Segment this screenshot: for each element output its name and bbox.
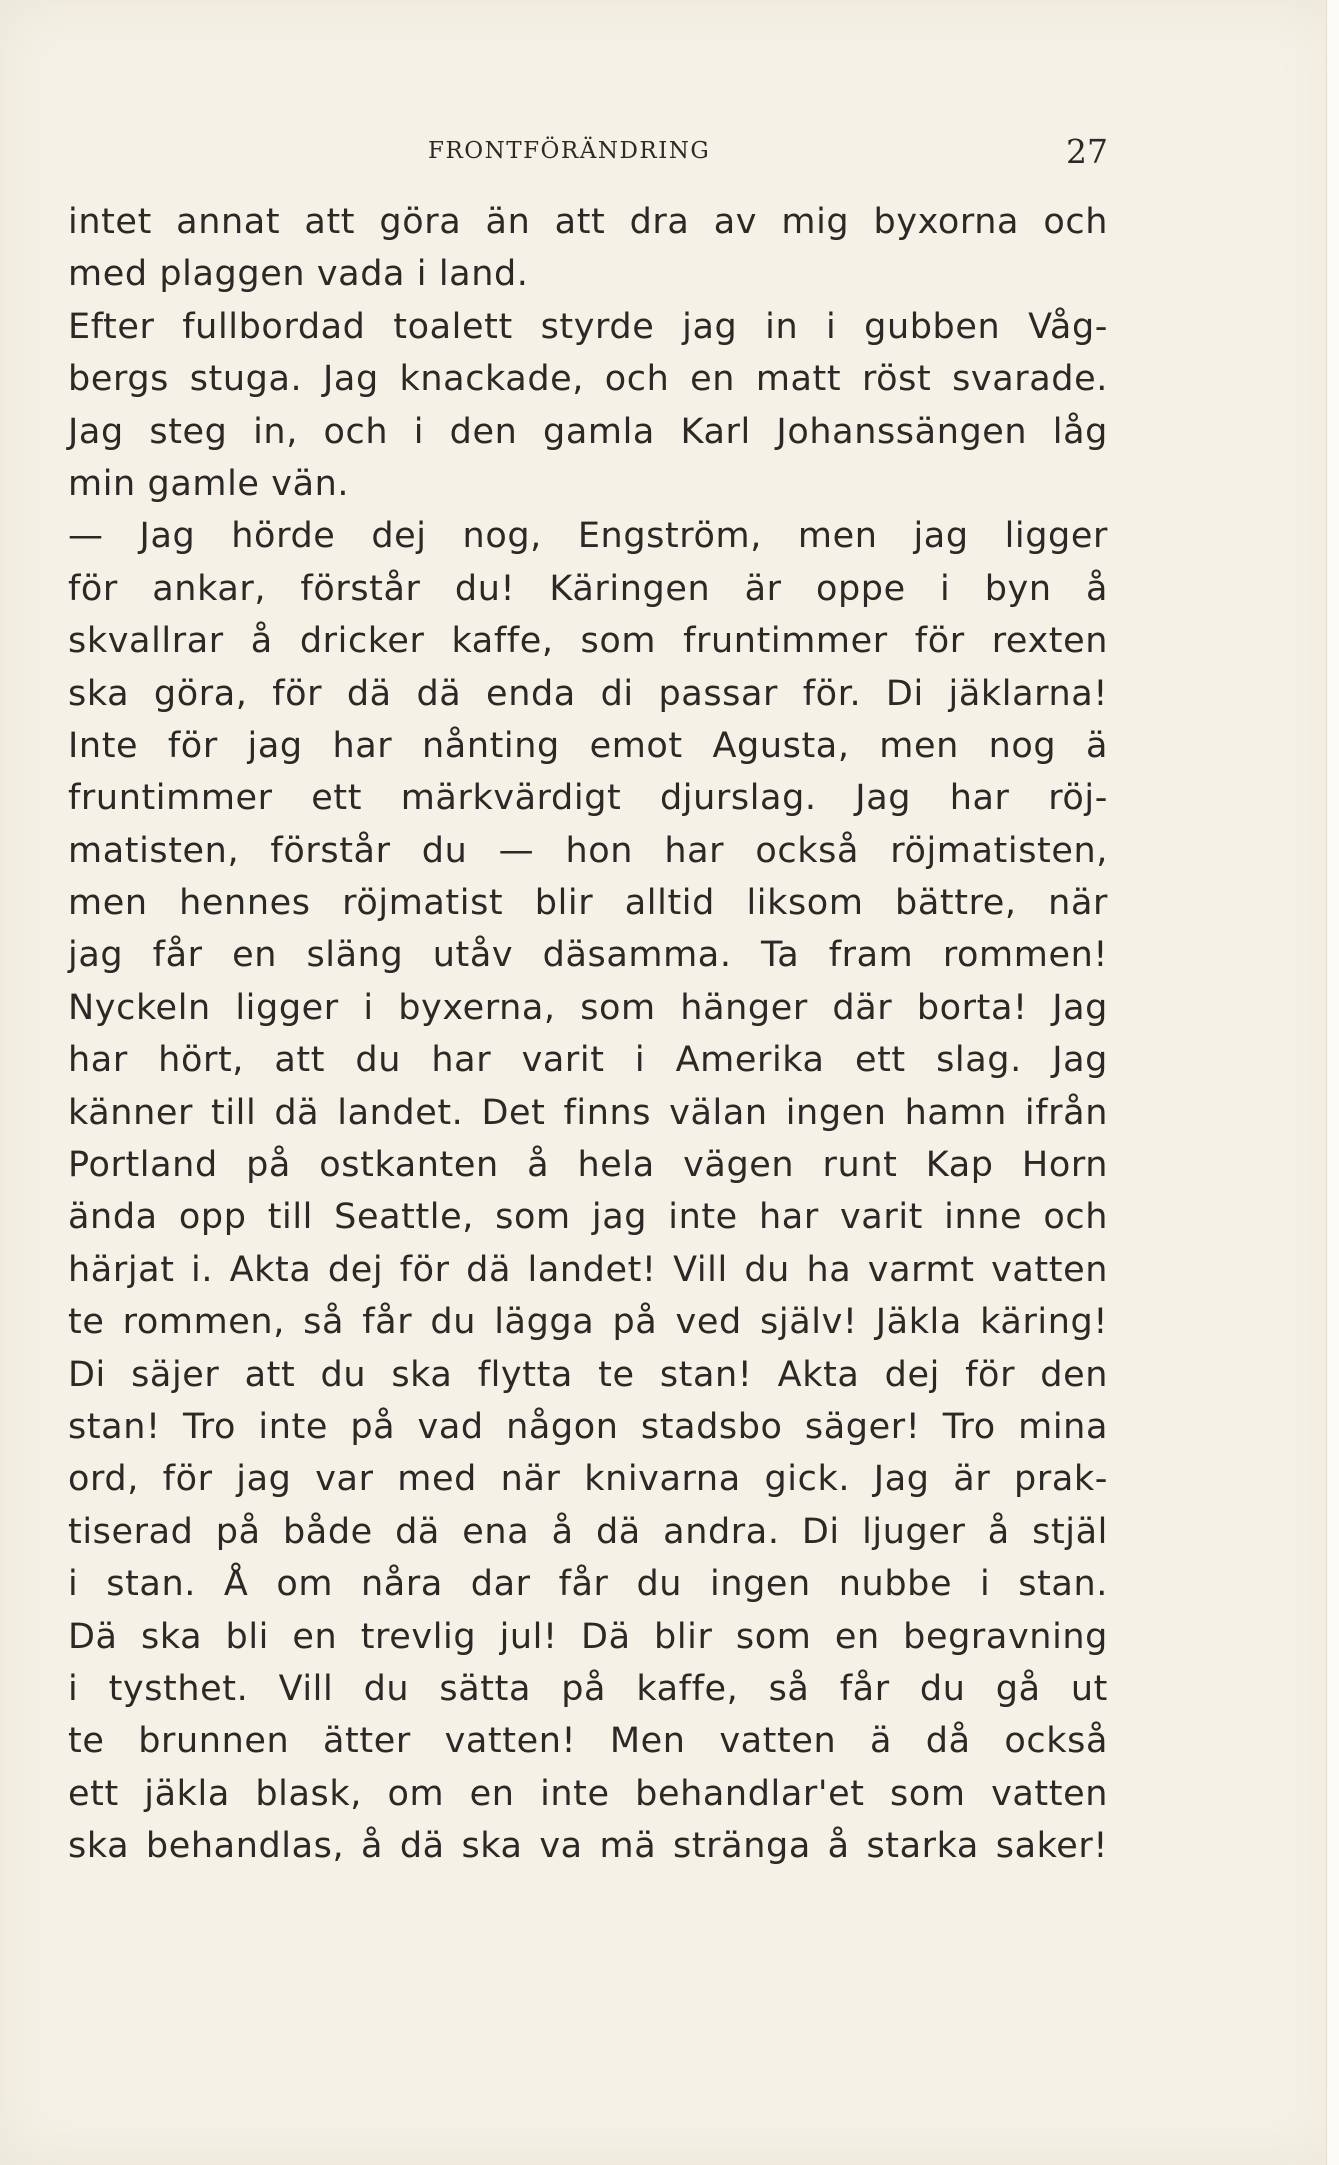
page-edge <box>1326 0 1339 2165</box>
text-line: för ankar, förstår du! Käringen är oppe i byn å <box>68 568 1108 609</box>
text-line: te brunnen ätter vatten! Men vatten ä då också <box>68 1721 1108 1762</box>
text-line: min gamle vän. <box>68 463 350 504</box>
text-line: — Jag hörde dej nog, Engström, men jag ligger <box>68 516 1108 557</box>
text-line: med plaggen vada i land. <box>68 254 529 295</box>
body-text <box>68 196 1108 1873</box>
text-line: Efter fullbordad toalett styrde jag in i gubben Våg- <box>68 306 1108 347</box>
text-line: stan! Tro inte på vad någon stadsbo säger! Tro mina <box>68 1406 1108 1447</box>
text-line: ska behandlas, å dä ska va mä stränga å starka saker! <box>68 1826 1108 1867</box>
text-line: jag får en släng utåv däsamma. Ta fram rommen! <box>68 935 1108 976</box>
text-line: skvallrar å dricker kaffe, som fruntimmer för rexten <box>68 621 1108 662</box>
text-line: ska göra, för dä dä enda di passar för. Di jäklarna! <box>68 673 1108 714</box>
page-header <box>68 132 1108 172</box>
text-line: Di säjer att du ska flytta te stan! Akta dej för den <box>68 1354 1108 1395</box>
text-line: Nyckeln ligger i byxerna, som hänger där borta! Jag <box>68 987 1108 1028</box>
text-line: i tysthet. Vill du sätta på kaffe, så får du gå ut <box>68 1668 1108 1709</box>
text-line: Dä ska bli en trevlig jul! Dä blir som en begravning <box>68 1616 1108 1657</box>
text-line: i stan. Å om nåra dar får du ingen nubbe i stan. <box>68 1564 1108 1605</box>
running-title: FRONTFÖRÄNDRING <box>428 138 711 164</box>
text-line: Portland på ostkanten å hela vägen runt Kap Horn <box>68 1145 1108 1186</box>
text-line: matisten, förstår du — hon har också röjmatisten, <box>68 830 1108 871</box>
text-line: Inte för jag har nånting emot Agusta, men nog ä <box>68 725 1108 766</box>
text-line: intet annat att göra än att dra av mig byxorna och <box>68 202 1108 242</box>
text-line: te rommen, så får du lägga på ved själv! Jäkla käring! <box>68 1302 1108 1343</box>
text-line: härjat i. Akta dej för dä landet! Vill du ha varmt vatten <box>68 1249 1108 1290</box>
text-line: ett jäkla blask, om en inte behandlar'et som vatten <box>68 1773 1108 1814</box>
page-number: 27 <box>1066 132 1108 171</box>
text-line: känner till dä landet. Det finns välan ingen hamn ifrån <box>68 1092 1108 1133</box>
text-line: men hennes röjmatist blir alltid liksom bättre, när <box>68 883 1108 924</box>
text-line: ord, för jag var med när knivarna gick. Jag är prak- <box>68 1459 1108 1500</box>
text-line: har hört, att du har varit i Amerika ett slag. Jag <box>68 1040 1108 1081</box>
text-line: bergs stuga. Jag knackade, och en matt röst svarade. <box>68 359 1108 400</box>
text-line: fruntimmer ett märkvärdigt djurslag. Jag har röj- <box>68 778 1108 819</box>
text-line: Jag steg in, och i den gamla Karl Johanssängen låg <box>68 411 1108 452</box>
text-line: ända opp till Seattle, som jag inte har varit inne och <box>68 1197 1108 1238</box>
text-line: tiserad på både dä ena å dä andra. Di ljuger å stjäl <box>68 1511 1108 1552</box>
